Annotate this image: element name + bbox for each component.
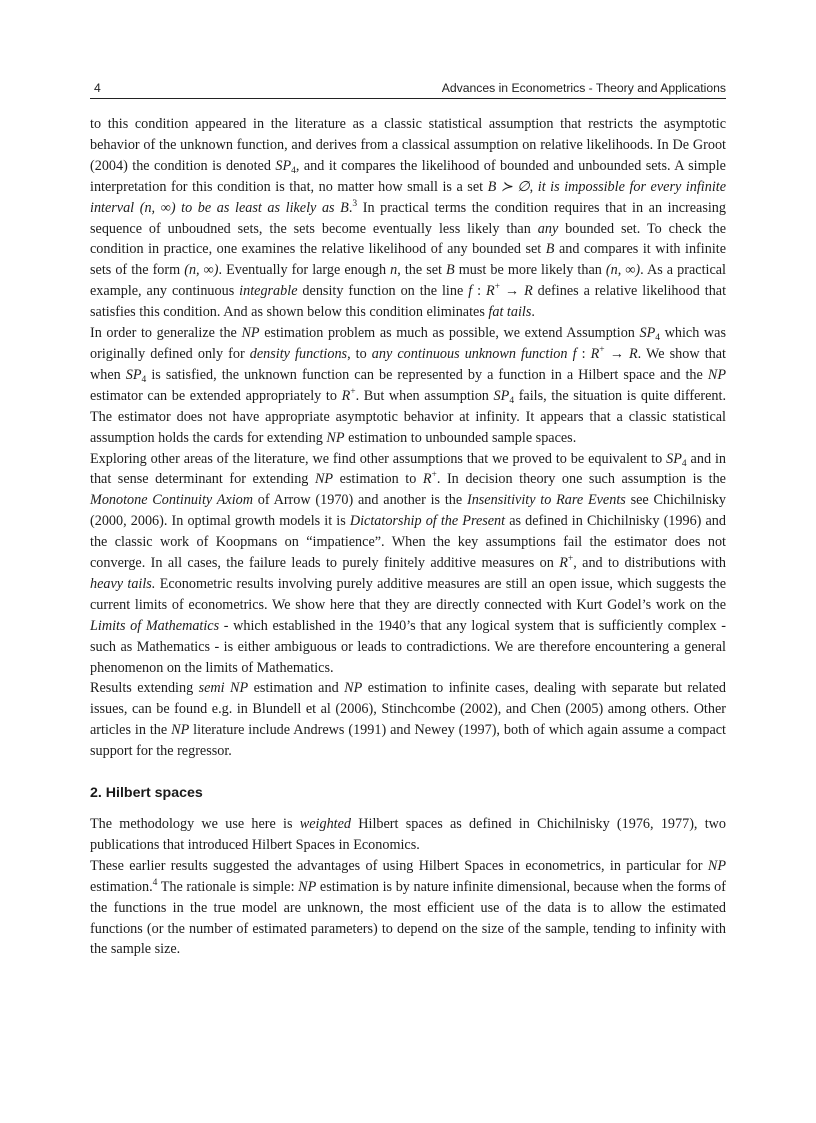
body-text bbox=[90, 114, 726, 960]
emphasis: NP bbox=[344, 680, 363, 697]
emphasis: R bbox=[590, 345, 600, 362]
paragraph: Exploring other areas of the literature, we find other assumptions that we proved to be equivalent to $SP_4$ and in that sense determinant for extending NP estimation to R+. In decision theory one such assumption is the Monotone Continuity Axiom of Arrow (1970) and another is the Insensitivity to Rare Events see Chichilnisky (2000, 2006). In optimal growth models it is Dictatorship of the Present as defined in Chichilnisky (1996) and the classic work of Koopmans on “impatience”. When the key assumptions fail the estimator does not converge. In all cases, the failure leads to purely finitely additive measures on R+, and to distributions with heavy tails. Econometric results involving purely additive measures are still an open issue, which suggests the current limits of econometrics. We show here that they are directly connected with Kurt Godel’s work on the Limits of Mathematics - which established in the 1940’s that any logical system that is sufficiently complex - such as Mathematics - is either ambiguous or leads to contradictions. We are therefore encountering a general phenomenon on the limits of Mathematics. bbox=[90, 450, 727, 676]
book-title: Advances in Econometrics - Theory and Applications bbox=[441, 81, 726, 95]
emphasis: SP bbox=[639, 325, 656, 342]
emphasis: NP bbox=[298, 878, 317, 895]
emphasis: R bbox=[341, 387, 351, 404]
subscript: 4 bbox=[681, 458, 687, 469]
superscript: 3 bbox=[352, 198, 358, 209]
paragraph: The methodology we use here is weighted Hilbert spaces as defined in Chichilnisky (1976, 1977), two publications that introduced Hilbert Spaces in Economics. bbox=[90, 816, 726, 853]
emphasis: B bbox=[545, 241, 555, 258]
paragraph: These earlier results suggested the advantages of using Hilbert Spaces in econometrics, in particular for NP estimation.$^4$ The rationale is simple: NP estimation is by nature infinite dimensional, because when the forms of the functions in the true model are unknown, the most efficient use of the data is to allow the estimated functions (or the number of estimated parameters) to depend on the size of the sample, tending to infinity with the sample size. bbox=[90, 857, 726, 958]
superscript: + bbox=[599, 344, 605, 355]
running-header bbox=[90, 80, 726, 99]
emphasis: SP bbox=[666, 450, 682, 467]
emphasis: weighted bbox=[299, 816, 352, 832]
emphasis: density functions bbox=[249, 345, 348, 362]
emphasis: f bbox=[468, 283, 473, 300]
subscript: 4 bbox=[141, 374, 147, 385]
paragraph: to this condition appeared in the literature as a classic statistical assumption that restricts the asymptotic behavior of the unknown function, and derives from a classical assumption on relative likelihoods. In De Groot (2004) the condition is denoted $SP_4$, and it compares the likelihood of bounded and unbounded sets. A simple interpretation for this condition is that, no matter how small is a set B ≻ ∅, it is impossible for every infinite interval (n, ∞) to be as least as likely as B.$^3$ In practical terms the condition requires that in an increasing sequence of unboudned sets, the sets become eventually less likely than any bounded set. To check the condition in practice, one examines the relative likelihood of any bounded set B and compares it with infinite sets of the form (n, ∞). Eventually for large enough n, the set B must be more likely than (n, ∞). As a practical example, any continuous integrable density function on the line f : R+ → R defines a relative likelihood that satisfies this condition. And as shown below this condition eliminates fat tails. bbox=[90, 116, 727, 321]
superscript: 4 bbox=[152, 877, 158, 888]
emphasis: SP bbox=[493, 387, 510, 404]
page-number: 4 bbox=[94, 81, 101, 95]
emphasis: NP bbox=[171, 722, 190, 739]
emphasis: n bbox=[390, 262, 398, 279]
paragraph: In order to generalize the NP estimation problem as much as possible, we extend Assumption $SP_4$ which was originally defined only for density functions, to any continuous unknown function f : R+ → R. We show that when $SP_4$ is satisfied, the unknown function can be represented by a function in a Hilbert space and the NP estimator can be extended appropriately to R+. But when assumption $SP_4$ fails, the situation is quite different. The estimator does not have appropriate asymptotic behavior at infinity. It appears that a classic statistical assumption holds the cards for extending NP estimation to unbounded sample spaces. bbox=[90, 325, 727, 446]
subscript: 4 bbox=[509, 395, 515, 406]
subscript: 4 bbox=[655, 333, 661, 344]
emphasis: (n, ∞) bbox=[605, 262, 641, 279]
emphasis: f bbox=[572, 345, 577, 362]
section-heading: 2. Hilbert spaces bbox=[90, 785, 203, 802]
superscript: + bbox=[431, 470, 437, 481]
emphasis: NP bbox=[241, 325, 260, 342]
emphasis: NP bbox=[707, 857, 726, 874]
superscript: + bbox=[350, 386, 356, 397]
emphasis: Limits of Mathematics bbox=[90, 617, 220, 634]
emphasis: SP bbox=[125, 366, 142, 383]
emphasis: R bbox=[524, 283, 533, 300]
emphasis: any continuous unknown function bbox=[371, 345, 568, 362]
emphasis: heavy tails. bbox=[90, 575, 156, 592]
emphasis: NP bbox=[707, 366, 727, 383]
superscript: + bbox=[494, 282, 500, 293]
emphasis: B bbox=[446, 262, 455, 279]
emphasis: NP bbox=[326, 429, 345, 446]
emphasis: R bbox=[629, 345, 638, 362]
emphasis: Insensitivity to Rare Events bbox=[466, 492, 626, 509]
emphasis: Monotone Continuity Axiom bbox=[90, 492, 253, 509]
emphasis: R bbox=[559, 555, 568, 572]
emphasis: R bbox=[422, 471, 432, 488]
subscript: 4 bbox=[291, 165, 296, 176]
emphasis: R bbox=[485, 283, 495, 300]
emphasis: (n, ∞) bbox=[184, 262, 219, 279]
superscript: + bbox=[567, 554, 574, 565]
emphasis: fat tails bbox=[488, 304, 532, 321]
emphasis: semi NP bbox=[198, 680, 249, 697]
emphasis: any bbox=[537, 220, 559, 237]
emphasis: NP bbox=[314, 471, 334, 488]
emphasis: it is impossible for every infinite interval (n, ∞) to be as least as likely as B bbox=[90, 178, 727, 216]
paragraph: Results extending semi NP estimation and NP estimation to infinite cases, dealing with separate but related issues, can be found e.g. in Blundell et al (2006), Stinchcombe (2002), and Chen (2005) among others. Other articles in the NP literature include Andrews (1991) and Newey (1997), both of which again assume a compact support for the regressor. bbox=[90, 680, 726, 760]
emphasis: integrable bbox=[239, 283, 298, 300]
emphasis: Dictatorship of the Present bbox=[349, 513, 506, 530]
emphasis: SP bbox=[275, 157, 292, 174]
emphasis: B ≻ ∅ bbox=[487, 178, 530, 195]
